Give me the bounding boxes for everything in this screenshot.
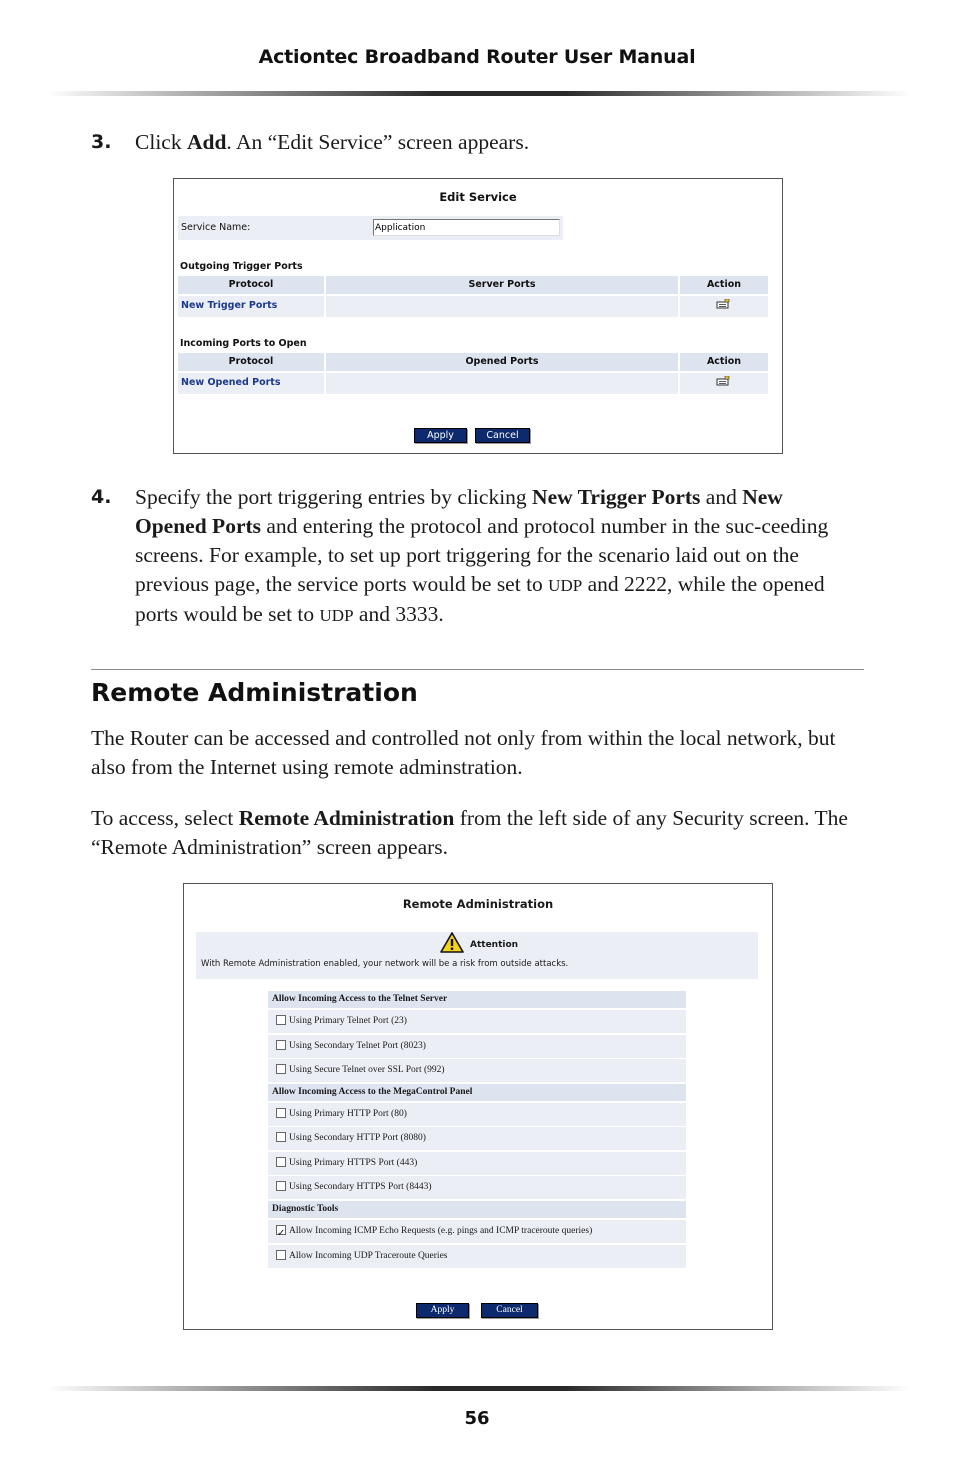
remote-admin-title: Remote Administration — [402, 897, 554, 911]
col-protocol: Protocol — [178, 276, 324, 294]
text: . An “Edit Service” screen appears. — [226, 130, 530, 154]
step-number: 3. — [91, 131, 112, 153]
checkbox[interactable] — [276, 1040, 286, 1050]
text: from the left side of any Security screen. The “Remote Administration” screen appears. — [91, 806, 848, 859]
section-divider — [91, 669, 864, 670]
service-name-input[interactable] — [373, 219, 560, 236]
edit-add-icon[interactable] — [716, 376, 730, 386]
attention-label: Attention — [470, 940, 519, 950]
bold-text: New Opened Ports — [135, 485, 783, 538]
option-label: Using Secondary HTTP Port (8080) — [289, 1133, 426, 1143]
checkbox[interactable] — [276, 1108, 286, 1118]
bold-text: Add — [186, 130, 227, 154]
checkbox[interactable] — [276, 1132, 286, 1142]
cancel-button[interactable]: Cancel — [481, 1303, 538, 1318]
option-label: Using Secondary HTTPS Port (8443) — [289, 1182, 432, 1192]
small-caps-text: UDP — [319, 606, 354, 625]
service-name-label: Service Name: — [181, 222, 251, 233]
col-server-ports: Server Ports — [326, 276, 678, 294]
manual-title: Actiontec Broadband Router User Manual — [258, 46, 696, 68]
option-row[interactable] — [268, 1245, 686, 1268]
text: To access, select — [91, 806, 239, 830]
bold-text: Remote Administration — [238, 806, 455, 830]
option-row[interactable] — [268, 1220, 686, 1243]
text: and 2222, while the opened ports would be set to — [135, 572, 825, 626]
group-diagnostic-tools: Diagnostic Tools — [268, 1201, 686, 1218]
option-label: Allow Incoming UDP Traceroute Queries — [289, 1251, 448, 1261]
edit-service-title: Edit Service — [439, 190, 517, 204]
page-number: 56 — [464, 1408, 490, 1429]
small-caps-text: UDP — [548, 576, 583, 595]
new-opened-ports-link[interactable]: New Opened Ports — [181, 377, 281, 388]
option-label: Using Primary HTTPS Port (443) — [289, 1158, 418, 1168]
checkbox-checked[interactable] — [276, 1225, 286, 1235]
option-label: Using Secondary Telnet Port (8023) — [289, 1041, 426, 1051]
step-number: 4. — [91, 486, 112, 508]
text: and 3333. — [353, 602, 444, 626]
option-label: Using Secure Telnet over SSL Port (992) — [289, 1065, 445, 1075]
step-4 — [91, 483, 836, 630]
paragraph: The Router can be accessed and controlled not only from within the local network, but also from the Internet using remote adminstration. — [91, 726, 836, 779]
checkbox[interactable] — [276, 1250, 286, 1260]
option-row[interactable] — [268, 1059, 686, 1082]
option-label: Using Primary Telnet Port (23) — [289, 1016, 407, 1026]
checkbox[interactable] — [276, 1181, 286, 1191]
option-row[interactable] — [268, 1152, 686, 1175]
new-trigger-ports-link[interactable]: New Trigger Ports — [181, 300, 278, 311]
step-text — [135, 483, 836, 630]
option-row[interactable] — [268, 1010, 686, 1033]
paragraph — [91, 804, 871, 862]
option-row[interactable] — [268, 1176, 686, 1199]
incoming-section-title: Incoming Ports to Open — [180, 338, 307, 349]
bold-text: New Trigger Ports — [532, 485, 701, 509]
empty-cell — [326, 373, 678, 394]
empty-cell — [326, 296, 678, 317]
group-telnet: Allow Incoming Access to the Telnet Server — [268, 991, 686, 1008]
text: Specify the port triggering entries by clicking — [135, 485, 533, 509]
col-action: Action — [680, 276, 768, 294]
warning-icon — [440, 932, 464, 953]
option-row[interactable] — [268, 1103, 686, 1126]
checkbox[interactable] — [276, 1015, 286, 1025]
text: and entering the protocol and protocol number in the suc-ceeding screens. For example, to set up port triggering for the scenario laid out on the previous page, the service ports would be set to — [135, 514, 829, 596]
section-heading: Remote Administration — [91, 678, 418, 707]
edit-service-screenshot — [173, 178, 783, 454]
header-rule — [46, 91, 911, 96]
edit-add-icon[interactable] — [716, 299, 730, 309]
text: Click — [135, 130, 187, 154]
option-label: Allow Incoming ICMP Echo Requests (e.g. pings and ICMP traceroute queries) — [289, 1226, 593, 1236]
outgoing-section-title: Outgoing Trigger Ports — [180, 261, 303, 272]
option-row[interactable] — [268, 1127, 686, 1150]
apply-button[interactable]: Apply — [416, 1303, 469, 1318]
cancel-button[interactable]: Cancel — [475, 428, 530, 443]
step-3 — [91, 128, 836, 157]
option-row[interactable] — [268, 1035, 686, 1058]
col-opened-ports: Opened Ports — [326, 353, 678, 371]
attention-text: With Remote Administration enabled, your network will be a risk from outside attacks. — [201, 959, 569, 969]
group-megacontrol: Allow Incoming Access to the MegaControl Panel — [268, 1084, 686, 1101]
checkbox[interactable] — [276, 1064, 286, 1074]
apply-button[interactable]: Apply — [414, 428, 467, 443]
text: and — [700, 485, 743, 509]
checkbox[interactable] — [276, 1157, 286, 1167]
option-label: Using Primary HTTP Port (80) — [289, 1109, 407, 1119]
step-text — [135, 128, 836, 157]
col-action: Action — [680, 353, 768, 371]
col-protocol: Protocol — [178, 353, 324, 371]
footer-rule — [46, 1386, 911, 1391]
